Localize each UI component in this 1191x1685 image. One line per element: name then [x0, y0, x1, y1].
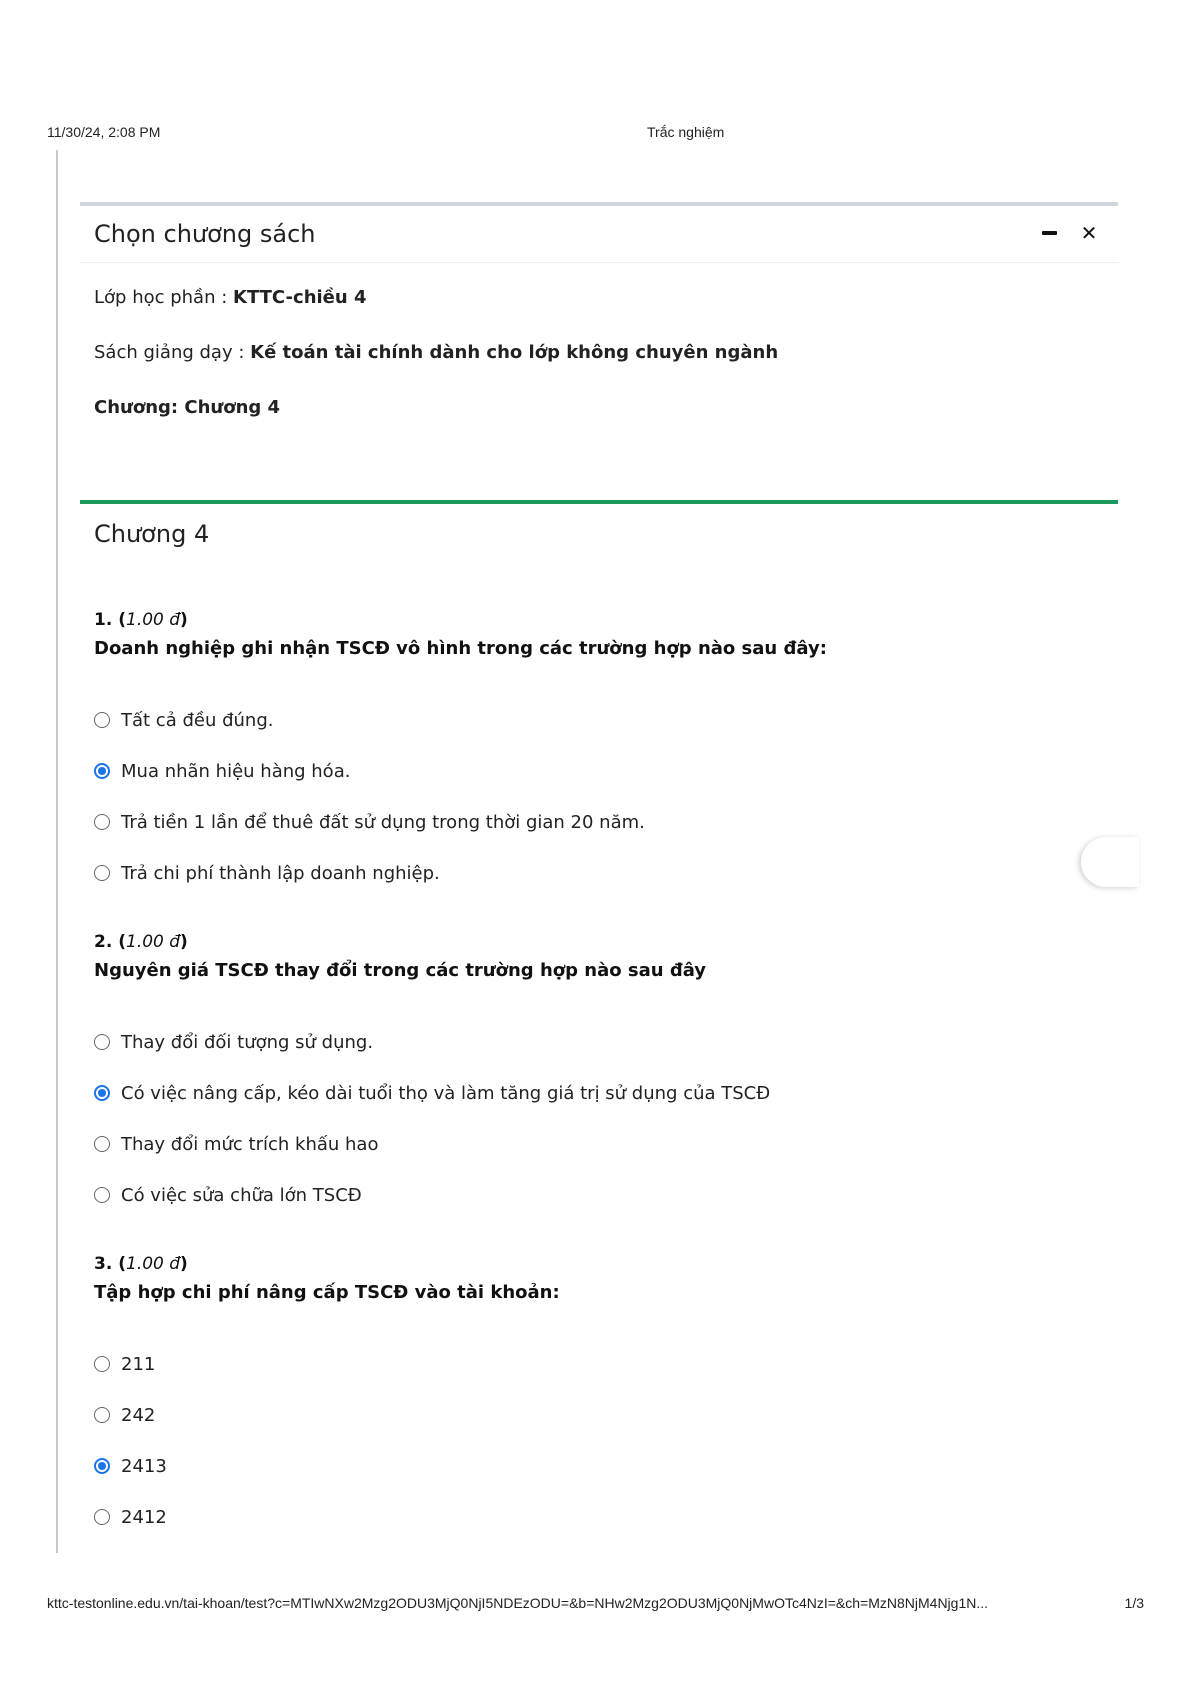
- book-label: Sách giảng dạy :: [94, 342, 251, 363]
- option-label: 2412: [121, 1506, 167, 1528]
- question-index: 2.: [94, 932, 113, 952]
- option-label: Trả tiền 1 lần để thuê đất sử dụng trong thời gian 20 năm.: [121, 811, 645, 833]
- print-datetime: 11/30/24, 2:08 PM: [47, 124, 161, 140]
- panel-tools: [1040, 221, 1098, 245]
- chapter-line: Chương: Chương 4: [94, 397, 281, 418]
- question-points: 1.00 đ: [126, 610, 181, 630]
- panel-header: [80, 206, 1118, 263]
- option-label: Có việc sửa chữa lớn TSCĐ: [121, 1184, 362, 1206]
- chapter-select-panel: [80, 202, 1118, 466]
- answer-option[interactable]: [94, 1401, 155, 1429]
- answer-option[interactable]: [94, 859, 440, 887]
- question-number: 2. (1.00 đ): [94, 932, 188, 952]
- book-info: [94, 342, 778, 363]
- option-label: 2413: [121, 1455, 167, 1477]
- option-label: Trả chi phí thành lập doanh nghiệp.: [121, 862, 440, 884]
- radio-icon[interactable]: [94, 1136, 110, 1152]
- answer-option[interactable]: [94, 757, 350, 785]
- floating-side-tab[interactable]: [1081, 837, 1139, 887]
- answer-option[interactable]: [94, 1181, 362, 1209]
- quiz-panel: [80, 500, 1118, 1554]
- panel-title: Chọn chương sách: [94, 220, 316, 248]
- radio-icon[interactable]: [94, 763, 110, 779]
- question-index: 1.: [94, 610, 113, 630]
- left-border: [56, 150, 58, 1553]
- question-points: 1.00 đ: [126, 932, 181, 952]
- option-label: Tất cả đều đúng.: [121, 709, 274, 731]
- class-value: KTTC-chiều 4: [233, 287, 367, 308]
- answer-option[interactable]: [94, 1452, 167, 1480]
- answer-option[interactable]: [94, 808, 645, 836]
- radio-icon[interactable]: [94, 1407, 110, 1423]
- close-icon: ✕: [1080, 221, 1098, 245]
- answer-option[interactable]: [94, 1350, 155, 1378]
- option-label: Mua nhãn hiệu hàng hóa.: [121, 760, 351, 782]
- radio-icon[interactable]: [94, 712, 110, 728]
- answer-option[interactable]: [94, 1079, 770, 1107]
- minus-icon: [1042, 231, 1057, 235]
- radio-icon[interactable]: [94, 1085, 110, 1101]
- question-text: Nguyên giá TSCĐ thay đổi trong các trường hợp nào sau đây: [94, 960, 707, 981]
- page-url: kttc-testonline.edu.vn/tai-khoan/test?c=MTIwNXw2Mzg2ODU3MjQ0NjI5NDEzODU=&b=NHw2Mzg2ODU3MjQ0NjMwOTc4NzI=&ch=MzN8NjM4Njg1N...: [47, 1595, 989, 1611]
- radio-icon[interactable]: [94, 814, 110, 830]
- class-info: [94, 287, 367, 308]
- question-3: [94, 1254, 1094, 1528]
- question-number: 3. (1.00 đ): [94, 1254, 188, 1274]
- radio-icon[interactable]: [94, 1034, 110, 1050]
- print-footer: [47, 1595, 1144, 1613]
- radio-icon[interactable]: [94, 1187, 110, 1203]
- answer-option[interactable]: [94, 1503, 167, 1531]
- class-label: Lớp học phần :: [94, 287, 234, 308]
- radio-icon[interactable]: [94, 1509, 110, 1525]
- option-label: 211: [121, 1353, 156, 1375]
- answer-option[interactable]: [94, 1028, 373, 1056]
- close-button[interactable]: [1080, 221, 1098, 245]
- question-2: [94, 932, 1094, 1206]
- question-text: Tập hợp chi phí nâng cấp TSCĐ vào tài khoản:: [94, 1282, 560, 1303]
- quiz-title: Chương 4: [94, 520, 210, 548]
- print-page-title: Trắc nghiệm: [647, 124, 725, 140]
- option-label: Thay đổi đối tượng sử dụng.: [121, 1031, 374, 1053]
- chapter-info: [94, 397, 280, 418]
- question-index: 3.: [94, 1254, 113, 1274]
- page-number: 1/3: [1124, 1595, 1144, 1611]
- collapse-button[interactable]: [1040, 224, 1058, 242]
- radio-icon[interactable]: [94, 865, 110, 881]
- question-number: 1. (1.00 đ): [94, 610, 188, 630]
- question-1: [94, 610, 1094, 884]
- option-label: 242: [121, 1404, 156, 1426]
- answer-option[interactable]: [94, 1130, 378, 1158]
- book-value: Kế toán tài chính dành cho lớp không chuyên ngành: [250, 342, 779, 363]
- option-label: Có việc nâng cấp, kéo dài tuổi thọ và làm tăng giá trị sử dụng của TSCĐ: [121, 1082, 771, 1104]
- question-points: 1.00 đ: [126, 1254, 181, 1274]
- radio-icon[interactable]: [94, 1356, 110, 1372]
- radio-icon[interactable]: [94, 1458, 110, 1474]
- question-text: Doanh nghiệp ghi nhận TSCĐ vô hình trong các trường hợp nào sau đây:: [94, 638, 827, 659]
- option-label: Thay đổi mức trích khấu hao: [121, 1133, 379, 1155]
- print-header: [47, 124, 1144, 142]
- answer-option[interactable]: [94, 706, 273, 734]
